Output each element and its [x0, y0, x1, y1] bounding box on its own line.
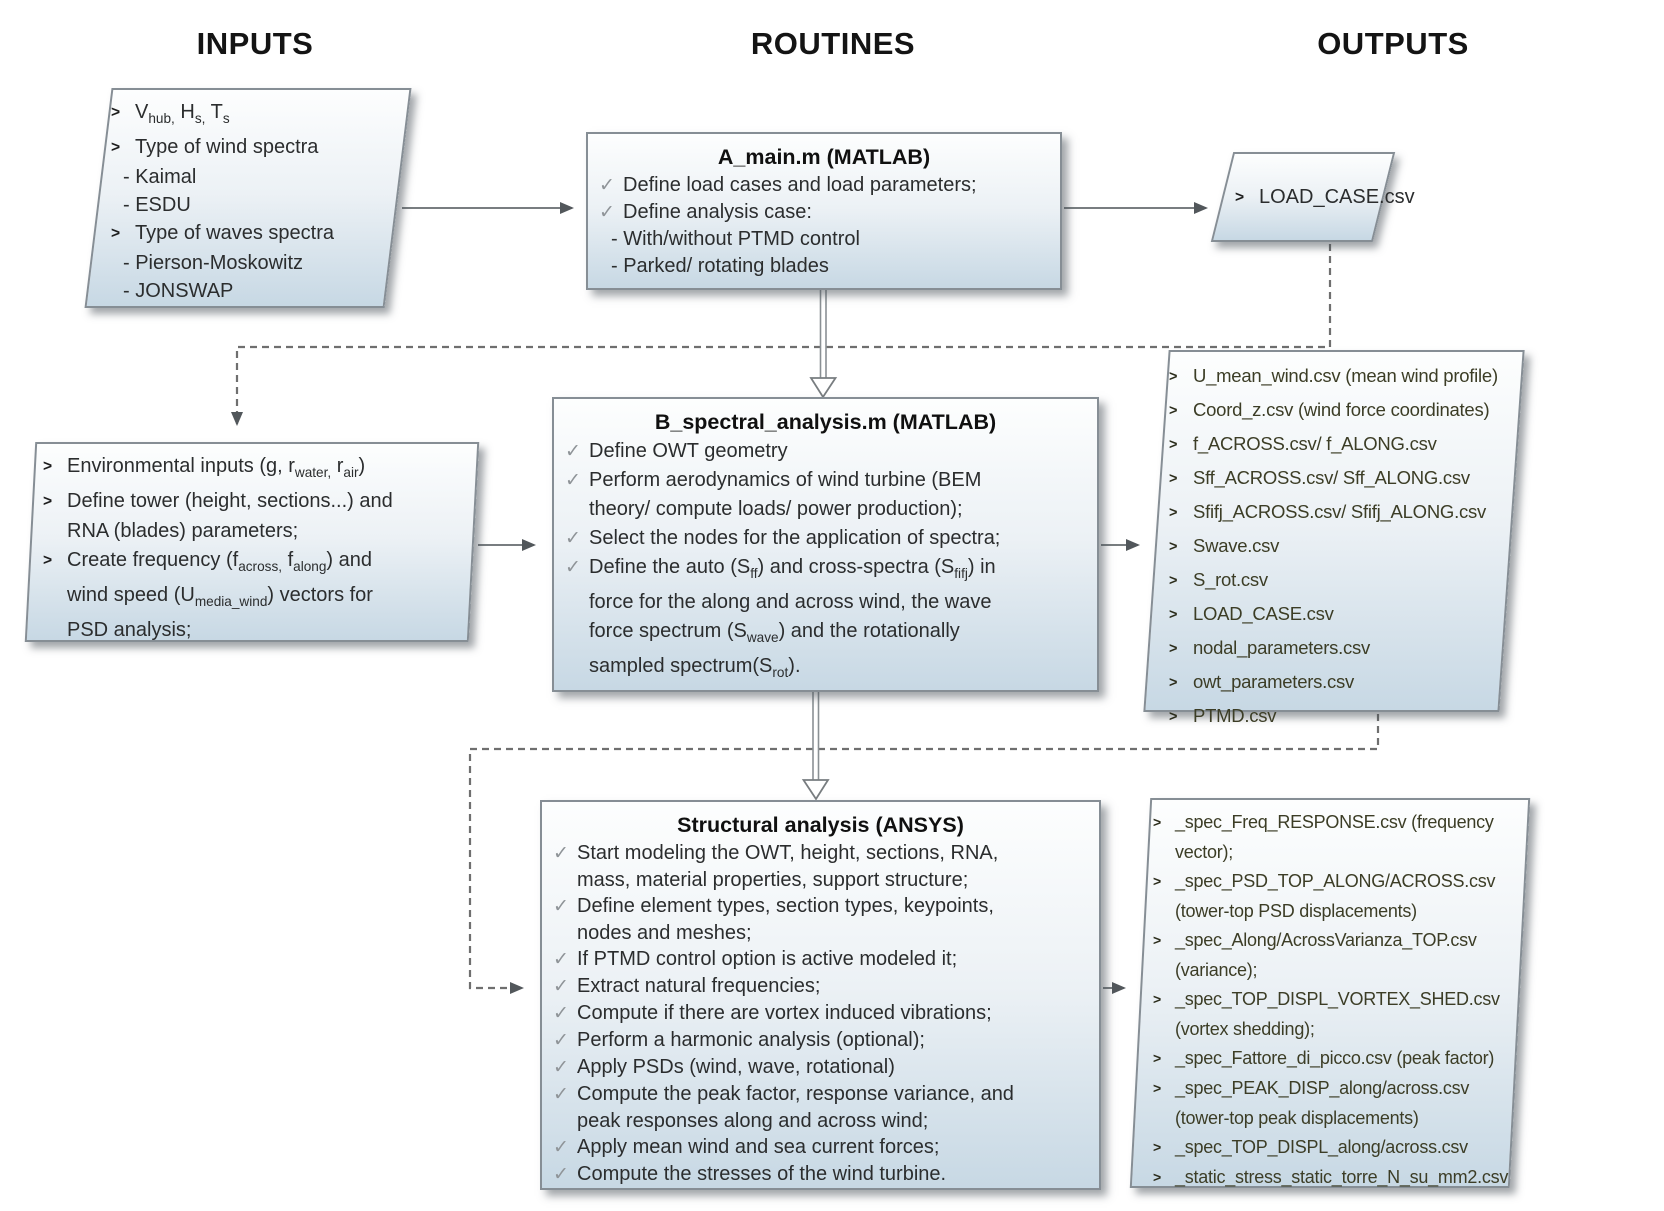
list-item — [1168, 394, 1500, 428]
bullet-arrow-icon: > — [1169, 641, 1178, 657]
bullet-arrow-icon: > — [43, 458, 53, 475]
list-item-text: - Parked/ rotating blades — [611, 255, 829, 277]
list-item — [564, 495, 1087, 524]
list-item-text: (tower-top peak displacements) — [1175, 1108, 1419, 1128]
list-item — [552, 893, 1089, 920]
list-item — [598, 199, 1050, 226]
check-icon: ✓ — [553, 1137, 569, 1158]
list-item — [1168, 632, 1500, 666]
routine-amain-lines — [598, 172, 1050, 280]
list-item-text: LOAD_CASE.csv — [1193, 603, 1334, 624]
list-item — [110, 277, 386, 305]
list-item-text: Create frequency ($f_{across,}$ $f_{along}$) and — [67, 549, 373, 574]
check-icon: ✓ — [565, 528, 581, 549]
list-item — [42, 581, 462, 616]
list-item — [1234, 184, 1415, 212]
double-arrow-amain-to-bspectral — [811, 286, 836, 397]
bullet-arrow-icon: > — [1169, 471, 1178, 487]
list-item-text: Sfifj_ACROSS.csv/ Sfifj_ALONG.csv — [1193, 501, 1486, 522]
list-item — [598, 226, 1050, 253]
list-item-text: LOAD_CASE.csv — [1259, 186, 1415, 208]
list-item — [552, 1161, 1089, 1188]
check-icon: ✓ — [553, 1057, 569, 1078]
list-item-text: Compute the stresses of the wind turbine. — [577, 1163, 947, 1185]
list-item-text: PSD analysis; — [67, 619, 192, 641]
list-item — [1152, 1163, 1508, 1193]
bullet-arrow-icon: > — [1169, 573, 1178, 589]
inputs-top-lines — [100, 90, 396, 306]
list-item — [552, 1108, 1089, 1134]
check-icon: ✓ — [553, 1164, 569, 1185]
list-item — [1152, 956, 1508, 985]
list-item — [42, 546, 462, 581]
list-item-text: Sff_ACROSS.csv/ Sff_ALONG.csv — [1193, 467, 1470, 488]
list-item — [564, 617, 1087, 652]
list-item-text: RNA (blades) parameters; — [67, 520, 299, 542]
list-item — [1168, 598, 1500, 632]
list-item — [1168, 564, 1500, 598]
check-icon: ✓ — [599, 175, 615, 196]
bullet-arrow-icon: > — [1169, 403, 1178, 419]
list-item — [552, 946, 1089, 973]
output-loadcase-lines — [1224, 154, 1415, 240]
list-item — [110, 133, 386, 163]
check-icon: ✓ — [565, 557, 581, 578]
list-item — [42, 487, 462, 517]
list-item-text: Define load cases and load parameters; — [623, 174, 977, 196]
list-item — [1168, 428, 1500, 462]
bullet-arrow-icon: > — [43, 493, 53, 510]
list-item — [1152, 838, 1508, 867]
inputs-middle-lines — [32, 444, 472, 640]
list-item — [1168, 360, 1500, 394]
list-item-text: wind speed $(U_{media\_wind})$ vectors for — [67, 584, 373, 609]
bullet-arrow-icon: > — [1153, 991, 1162, 1007]
list-item-text: PTMD.csv — [1193, 705, 1277, 726]
list-item — [552, 973, 1089, 1000]
list-item — [110, 249, 386, 277]
routine-bspectral-lines — [564, 437, 1087, 687]
list-item-text: force spectrum $(S_{wave})$ and the rotationally — [589, 620, 960, 645]
check-icon: ✓ — [553, 896, 569, 917]
list-item-text: Perform a harmonic analysis (optional); — [577, 1029, 925, 1051]
inputs-middle-box — [25, 442, 479, 642]
list-item-text: _spec_Freq_RESPONSE.csv (frequency — [1175, 812, 1494, 832]
list-item — [552, 867, 1089, 893]
list-item-text: Coord_z.csv (wind force coordinates) — [1193, 399, 1490, 420]
list-item-text: Environmental inputs (g, $r_{water,}$ $r_{air}$) — [67, 455, 366, 480]
bullet-arrow-icon: > — [1169, 539, 1178, 555]
list-item-text: If PTMD control option is active modeled it; — [577, 948, 958, 970]
list-item-text: - JONSWAP — [123, 280, 234, 302]
column-header-routines: ROUTINES — [750, 26, 916, 61]
list-item — [564, 588, 1087, 617]
check-icon: ✓ — [553, 949, 569, 970]
list-item-text: - Kaimal — [123, 166, 197, 188]
list-item-text: Select the nodes for the application of spectra; — [589, 527, 1001, 549]
list-item — [42, 616, 462, 645]
routine-structural-title: Structural analysis (ANSYS) — [677, 813, 964, 837]
bullet-arrow-icon: > — [1169, 505, 1178, 521]
bullet-arrow-icon: > — [1153, 1050, 1162, 1066]
check-icon: ✓ — [553, 1030, 569, 1051]
check-icon: ✓ — [553, 1084, 569, 1105]
bullet-arrow-icon: > — [1235, 189, 1245, 206]
bullet-arrow-icon: > — [1153, 814, 1162, 830]
list-item-text: _spec_Along/AcrossVarianza_TOP.csv — [1175, 930, 1477, 950]
list-item — [42, 452, 462, 487]
routine-amain-box — [586, 132, 1062, 290]
list-item-text: - With/without PTMD control — [611, 228, 860, 250]
bullet-arrow-icon: > — [1169, 709, 1178, 725]
bullet-arrow-icon: > — [111, 139, 121, 156]
list-item — [1168, 530, 1500, 564]
check-icon: ✓ — [553, 976, 569, 997]
list-item — [110, 219, 386, 249]
list-item-text: _spec_PSD_TOP_ALONG/ACROSS.csv — [1175, 871, 1496, 891]
list-item — [598, 253, 1050, 280]
routine-bspectral-title: B_spectral_analysis.m (MATLAB) — [654, 410, 997, 434]
list-item-text: Define the auto $(S_{ff})$ and cross-spectra $(S_{fifj})$ in — [589, 556, 996, 581]
list-item-text: Extract natural frequencies; — [577, 975, 821, 997]
output-loadcase-box — [1211, 152, 1415, 242]
list-item-text: _spec_Fattore_di_picco.csv (peak factor) — [1175, 1048, 1495, 1068]
outputs-middle-lines — [1158, 352, 1510, 726]
list-item-text: (vortex shedding); — [1175, 1019, 1315, 1039]
list-item — [552, 920, 1089, 946]
list-item-text: owt_parameters.csv — [1193, 671, 1355, 692]
list-item-text: f_ACROSS.csv/ f_ALONG.csv — [1193, 433, 1437, 454]
list-item-text: Start modeling the OWT, height, sections, RNA, — [577, 842, 999, 864]
list-item — [1152, 985, 1508, 1015]
list-item-text: Compute if there are vortex induced vibrations; — [577, 1002, 992, 1024]
routine-structural-box — [540, 800, 1101, 1190]
list-item — [1152, 926, 1508, 956]
list-item-text: Perform aerodynamics of wind turbine (BEM — [589, 469, 982, 491]
list-item — [552, 1027, 1089, 1054]
list-item — [564, 466, 1087, 495]
check-icon: ✓ — [599, 202, 615, 223]
list-item-text: - Pierson-Moskowitz — [123, 252, 304, 274]
bullet-arrow-icon: > — [43, 552, 53, 569]
list-item — [1152, 1044, 1508, 1074]
outputs-bottom-lines — [1142, 800, 1518, 1186]
list-item — [598, 172, 1050, 199]
list-item-text: U_mean_wind.csv (mean wind profile) — [1193, 365, 1498, 386]
bullet-arrow-icon: > — [1153, 1080, 1162, 1096]
list-item — [1152, 1133, 1508, 1163]
list-item-text: S_rot.csv — [1193, 569, 1268, 590]
list-item-text: _spec_TOP_DISPL_VORTEX_SHED.csv — [1175, 989, 1500, 1009]
check-icon: ✓ — [553, 1003, 569, 1024]
outputs-middle-box — [1143, 350, 1524, 726]
double-arrow-bspectral-to-structural — [804, 692, 829, 799]
bullet-arrow-icon: > — [1169, 437, 1178, 453]
list-item-text: $V_{hub,}$ $H_{s,}$ $T_s$ — [135, 101, 230, 126]
list-item — [552, 1081, 1089, 1108]
list-item — [564, 437, 1087, 466]
bullet-arrow-icon: > — [1153, 1169, 1162, 1185]
list-item-text: Define OWT geometry — [589, 440, 788, 462]
list-item-text: Apply PSDs (wind, wave, rotational) — [577, 1056, 895, 1078]
list-item-text: force for the along and across wind, the wave — [589, 591, 992, 613]
list-item — [552, 1000, 1089, 1027]
list-item-text: mass, material properties, support structure; — [577, 869, 969, 891]
list-item — [110, 163, 386, 191]
list-item — [1152, 1074, 1508, 1104]
list-item — [564, 524, 1087, 553]
list-item-text: sampled $spectrum(S_{rot})$. — [589, 655, 801, 680]
list-item-text: Define element types, section types, keypoints, — [577, 895, 994, 917]
list-item-text: peak responses along and across wind; — [577, 1110, 929, 1132]
column-header-outputs: OUTPUTS — [1317, 26, 1469, 61]
list-item — [1152, 1015, 1508, 1044]
list-item — [1168, 700, 1500, 734]
list-item — [1168, 496, 1500, 530]
list-item-text: Define analysis case: — [623, 201, 812, 223]
list-item-text: Type of wind spectra — [135, 136, 319, 158]
bullet-arrow-icon: > — [1153, 932, 1162, 948]
list-item — [110, 98, 386, 133]
inputs-top-box — [84, 88, 411, 308]
bullet-arrow-icon: > — [111, 225, 121, 242]
bullet-arrow-icon: > — [1153, 873, 1162, 889]
list-item — [552, 840, 1089, 867]
column-header-inputs: INPUTS — [196, 26, 314, 61]
check-icon: ✓ — [565, 470, 581, 491]
list-item-text: Apply mean wind and sea current forces; — [577, 1136, 940, 1158]
bullet-arrow-icon: > — [111, 104, 121, 121]
list-item-text: Type of waves spectra — [135, 222, 334, 244]
check-icon: ✓ — [553, 843, 569, 864]
bullet-arrow-icon: > — [1169, 675, 1178, 691]
check-icon: ✓ — [565, 441, 581, 462]
list-item-text: Compute the peak factor, response variance, and — [577, 1083, 1014, 1105]
list-item — [1152, 1104, 1508, 1133]
list-item — [1152, 897, 1508, 926]
list-item — [564, 553, 1087, 588]
list-item — [1152, 808, 1508, 838]
outputs-bottom-box — [1130, 798, 1530, 1188]
list-item-text: theory/ compute loads/ power production); — [589, 498, 963, 520]
list-item — [552, 1134, 1089, 1161]
list-item — [110, 191, 386, 219]
list-item-text: _spec_TOP_DISPL_along/across.csv — [1175, 1137, 1468, 1157]
bullet-arrow-icon: > — [1169, 369, 1178, 385]
bullet-arrow-icon: > — [1169, 607, 1178, 623]
list-item — [42, 517, 462, 546]
bullet-arrow-icon: > — [1153, 1139, 1162, 1155]
list-item-text: nodal_parameters.csv — [1193, 637, 1371, 658]
routine-bspectral-box — [552, 397, 1099, 692]
list-item-text: _spec_PEAK_DISP_along/across.csv — [1175, 1078, 1470, 1098]
routine-structural-lines — [552, 840, 1089, 1188]
list-item — [1168, 462, 1500, 496]
list-item — [564, 652, 1087, 687]
list-item-text: _static_stress_static_torre_N_su_mm2.csv — [1175, 1167, 1509, 1187]
list-item — [552, 1054, 1089, 1081]
list-item-text: (tower-top PSD displacements) — [1175, 901, 1417, 921]
list-item — [1168, 666, 1500, 700]
list-item-text: - ESDU — [123, 194, 191, 216]
list-item-text: vector); — [1175, 842, 1234, 862]
list-item — [1152, 867, 1508, 897]
routine-amain-title: A_main.m (MATLAB) — [717, 145, 931, 169]
list-item-text: (variance); — [1175, 960, 1258, 980]
list-item-text: Swave.csv — [1193, 535, 1280, 556]
list-item-text: nodes and meshes; — [577, 922, 752, 944]
list-item-text: Define tower (height, sections...) and — [67, 490, 393, 512]
